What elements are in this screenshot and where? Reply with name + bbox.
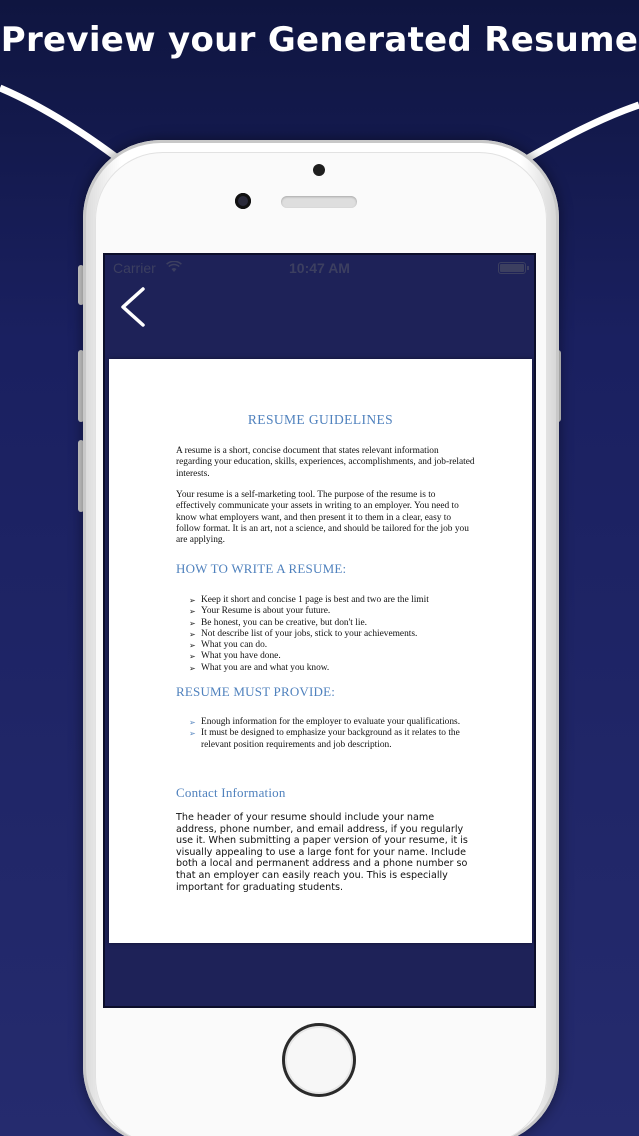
promo-headline: Preview your Generated Resume: [0, 20, 639, 60]
list-item: ➢ Not describe list of your jobs, stick to your achievements.: [189, 628, 418, 639]
back-button[interactable]: [113, 283, 153, 331]
list-item: ➢ Your Resume is about your future.: [189, 606, 331, 617]
intro-paragraph: A resume is a short, concise document that states relevant information regarding your education, skills, experiences, accomplishments, and job-related interests.: [176, 446, 475, 479]
carrier-label: Carrier: [113, 260, 156, 276]
list-item: ➢ It must be designed to emphasize your background as it relates to the relevant position requirements and job description.: [189, 728, 460, 750]
app-screen: [103, 253, 536, 1008]
self-marketing-paragraph: Your resume is a self-marketing tool. The purpose of the resume is to effectively communicate your assets in writing to an employer. You need to know what employers want, and then present it to them in a clear, easy to follow format. It is an art, not a science, and should be tailored for the job you are applying.: [176, 490, 469, 546]
contact-paragraph: The header of your resume should include your name address, phone number, and email address, if you regularly use it. When submitting a paper version of your resume, it is visually appealing to use a large font for your name. Include both a local and permanent address and a phone number so that an employer can easily reach you. This is especially important for graduating students.: [176, 812, 468, 893]
battery-icon: [498, 262, 526, 274]
list-item: ➢ What you can do.: [189, 640, 268, 651]
must-provide-heading: RESUME MUST PROVIDE:: [176, 684, 336, 699]
arrow-bullet-icon: ➢: [189, 607, 196, 617]
list-item: ➢ Be honest, you can be creative, but don't lie.: [189, 617, 367, 628]
arrow-bullet-icon: ➢: [189, 663, 196, 673]
home-button[interactable]: [282, 1023, 356, 1097]
phone-earpiece-dot: [313, 164, 325, 176]
arrow-bullet-icon: ➢: [189, 729, 196, 739]
list-item: ➢ Enough information for the employer to evaluate your qualifications.: [189, 717, 461, 727]
contact-heading: Contact Information: [176, 785, 286, 800]
document-title: RESUME GUIDELINES: [247, 412, 394, 427]
list-item: ➢ What you are and what you know.: [189, 662, 330, 673]
arrow-bullet-icon: ➢: [189, 652, 196, 662]
chevron-left-icon: [113, 283, 153, 331]
list-item: ➢ What you have done.: [189, 651, 281, 662]
arrow-bullet-icon: ➢: [189, 596, 196, 605]
arrow-bullet-icon: ➢: [189, 618, 196, 628]
list-item: ➢ Keep it short and concise 1 page is best and two are the limit: [189, 595, 429, 605]
resume-preview-document[interactable]: [109, 359, 532, 943]
status-time: 10:47 AM: [289, 260, 350, 276]
arrow-bullet-icon: ➢: [189, 718, 196, 727]
how-to-list: [189, 595, 479, 674]
arrow-bullet-icon: ➢: [189, 641, 196, 651]
phone-speaker-slot: [281, 196, 357, 208]
arrow-bullet-icon: ➢: [189, 629, 196, 639]
status-bar: [105, 255, 534, 281]
front-camera-icon: [235, 193, 251, 209]
how-to-heading: HOW TO WRITE A RESUME:: [176, 561, 347, 576]
must-provide-list: [189, 717, 479, 751]
